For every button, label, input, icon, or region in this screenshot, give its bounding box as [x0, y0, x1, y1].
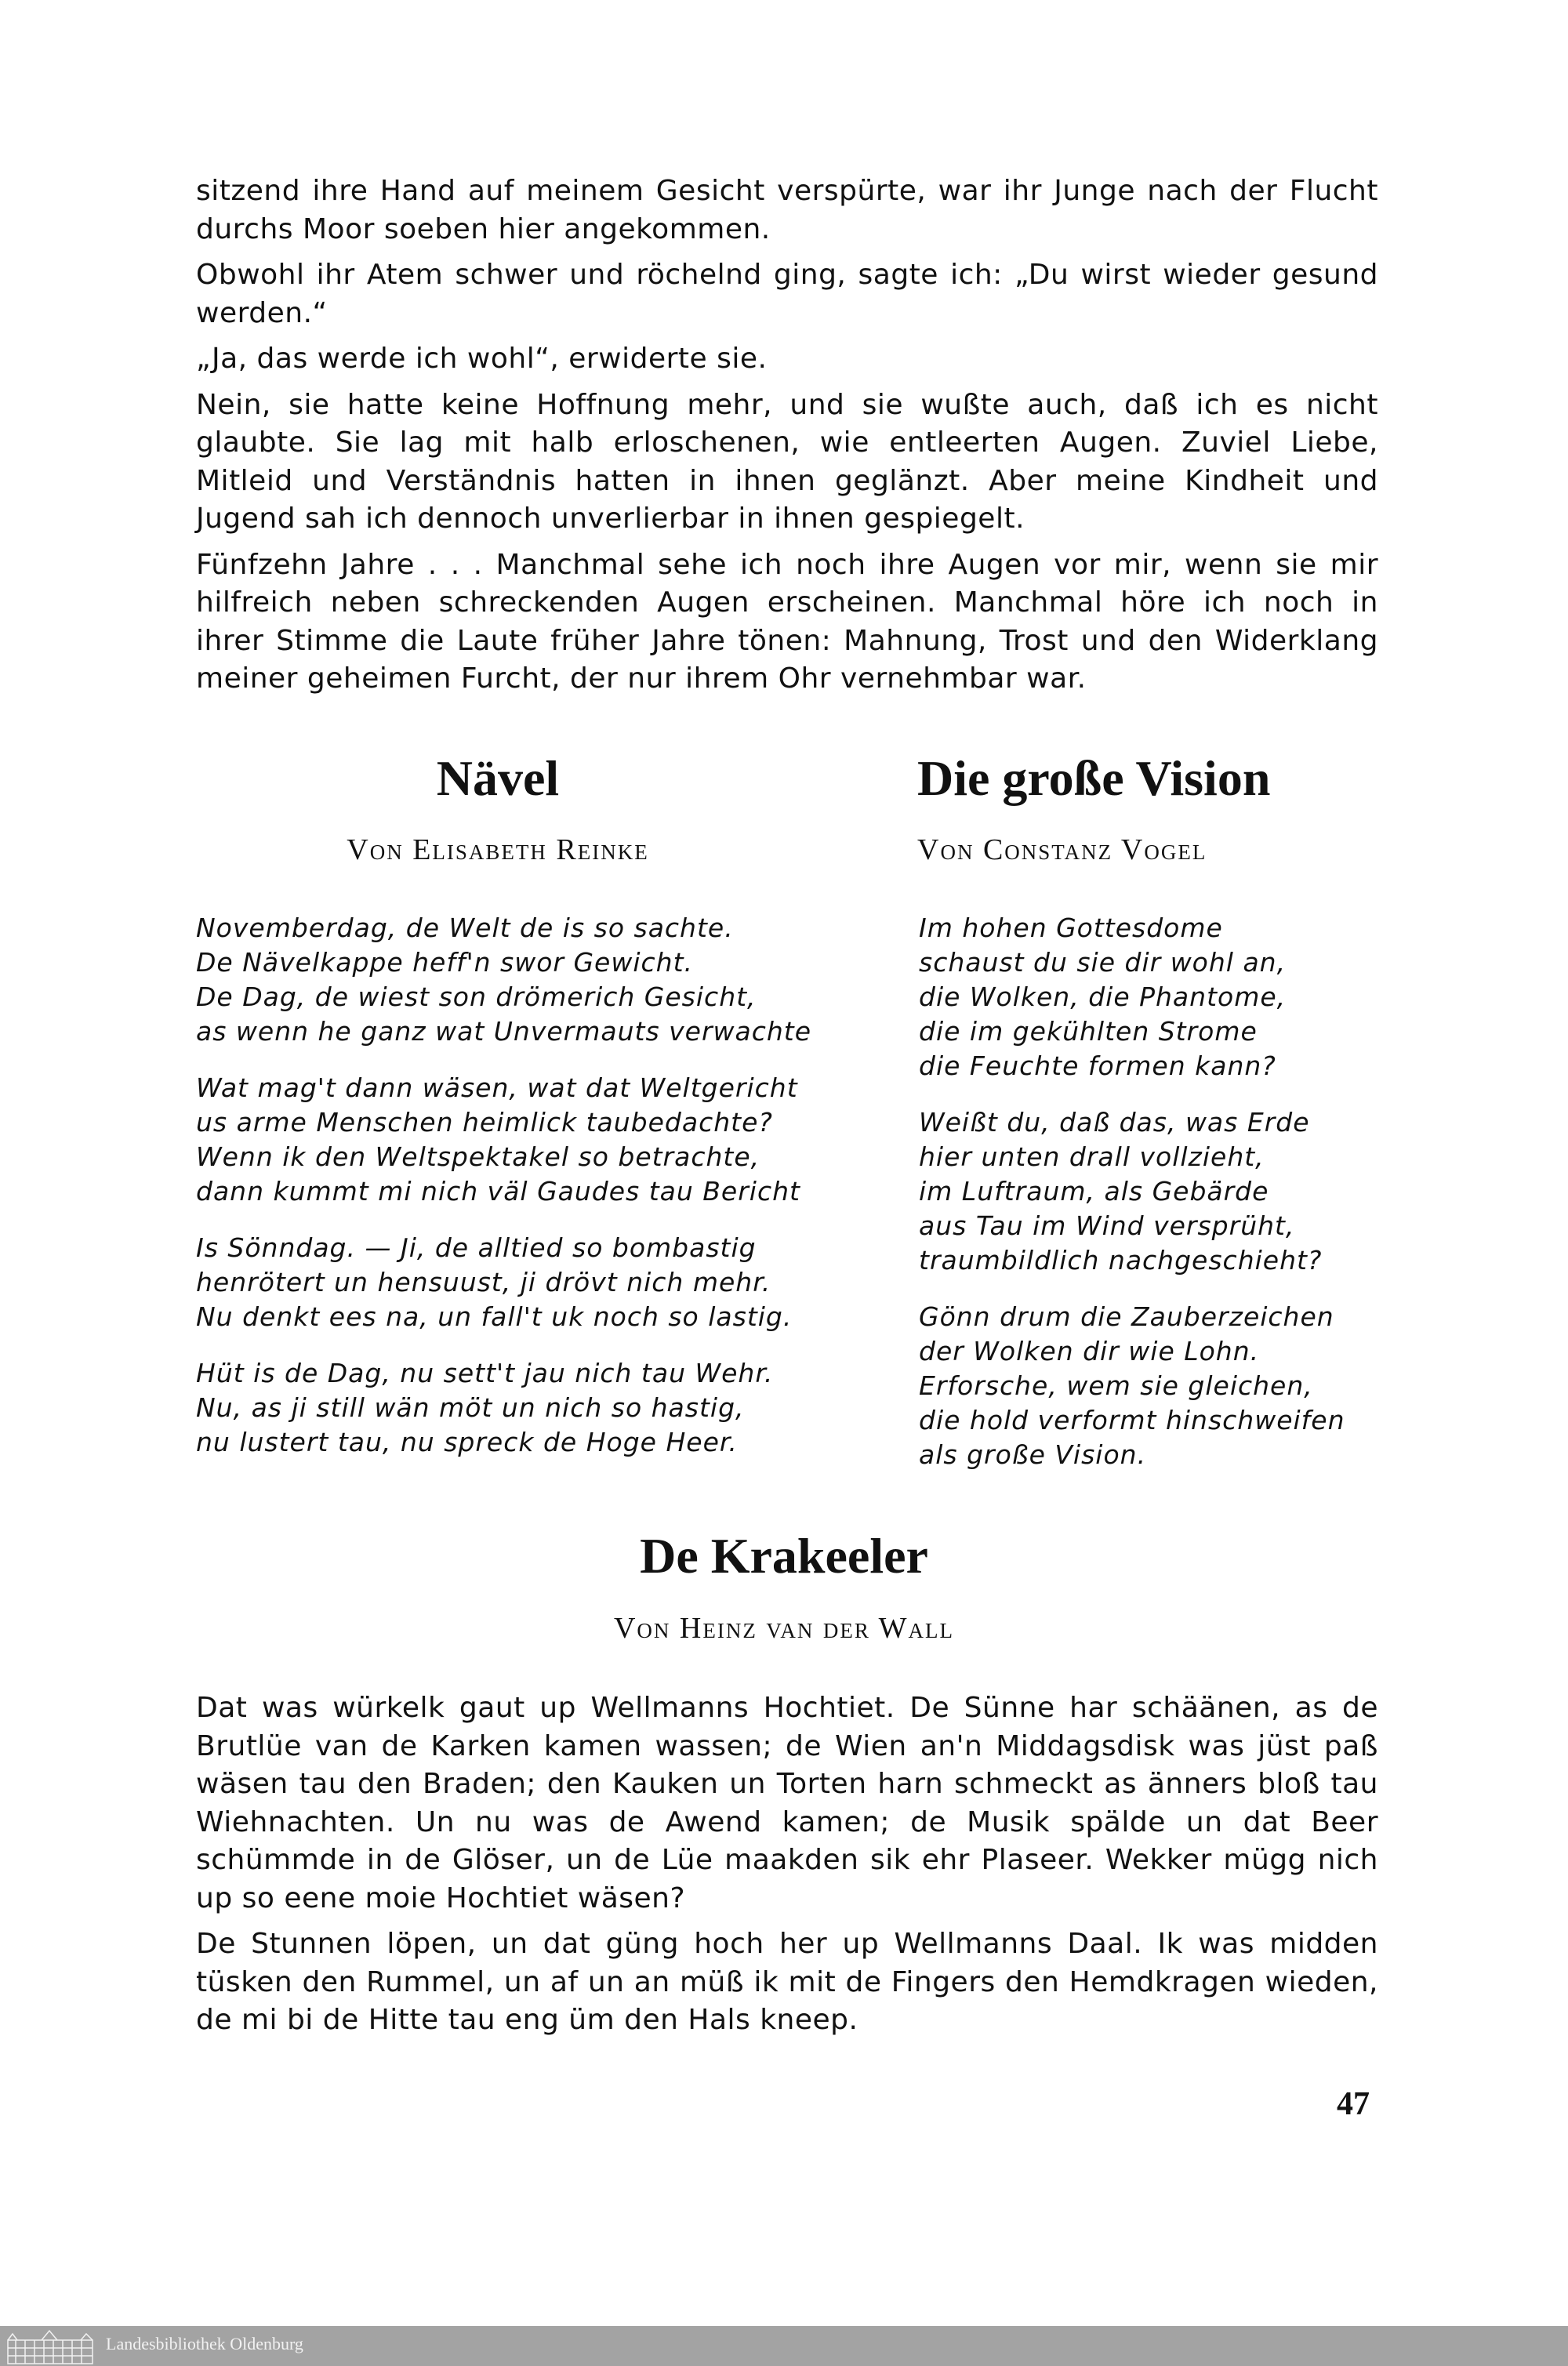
story-byline: Von Heinz van der Wall — [613, 1612, 955, 1645]
poem-line: traumbildlich nachgeschieht? — [919, 1245, 1323, 1276]
footer-bar — [0, 2326, 1568, 2366]
paragraph: De Stunnen löpen, un dat güng hoch her up Wellmanns Daal. Ik was midden tüsken den Rummel, un af un an müß ik mit de Fingers den Hemdkragen wieden, de mi bi de Hitte tau eng üm den Hals kneep. — [196, 1928, 1378, 2036]
poem-line: nu lustert tau, nu spreck de Hoge Heer. — [196, 1427, 738, 1457]
paragraph: sitzend ihre Hand auf meinem Gesicht verspürte, war ihr Junge nach der Flucht durchs Moor soeben hier angekommen. — [196, 175, 1378, 245]
poem-line: as wenn he ganz wat Unvermauts verwachte — [196, 1016, 812, 1047]
stanza — [919, 1105, 1345, 1278]
poem-line: die im gekühlten Strome — [919, 1016, 1258, 1047]
stanza — [196, 911, 811, 1049]
poem-line: Gönn drum die Zauberzeichen — [919, 1301, 1334, 1332]
library-building-logo-icon — [6, 2329, 94, 2365]
poem-line: Is Sönndag. — Ji, de alltied so bombastig — [196, 1232, 757, 1263]
intro-text — [196, 172, 1378, 706]
poem-line: aus Tau im Wind versprüht, — [919, 1210, 1295, 1241]
poem-line: Erforsche, wem sie gleichen, — [919, 1370, 1313, 1401]
stanza — [196, 1071, 811, 1209]
poem-line: die Wolken, die Phantome, — [919, 982, 1287, 1012]
poem-left-byline: Von Elisabeth Reinke — [347, 833, 649, 866]
poem-line: der Wolken dir wie Lohn. — [919, 1336, 1260, 1366]
poem-line: als große Vision. — [919, 1439, 1147, 1470]
poem-line: Novemberdag, de Welt de is so sachte. — [196, 913, 734, 943]
poem-line: us arme Menschen heimlick taubedachte? — [196, 1107, 773, 1138]
paragraph: Nein, sie hatte keine Hoffnung mehr, und sie wußte auch, daß ich es nicht glaubte. Sie lag mit halb erloschenen, wie entleerten Augen. Zuviel Liebe, Mitleid und Verständnis hatten in ihnen geglänzt. Aber meine Kindheit und Jugend sah ich dennoch unverlierbar in ihnen gespiegelt. — [196, 388, 1378, 535]
poem-left-title: Nävel — [436, 750, 560, 806]
poem-line: Wat mag't dann wäsen, wat dat Weltgericht — [196, 1072, 798, 1103]
poem-line: Im hohen Gottesdome — [919, 913, 1223, 943]
poem-line: henrötert un hensuust, ji drövt nich mehr. — [196, 1267, 771, 1297]
footer-label: Landesbibliothek Oldenburg — [106, 2334, 303, 2353]
stanza — [919, 911, 1345, 1083]
page-number: 47 — [1337, 2086, 1370, 2122]
poem-line: die Feuchte formen kann? — [919, 1051, 1276, 1081]
paragraph: Dat was würkelk gaut up Wellmanns Hochtiet. De Sünne har schäänen, as de Brutlüe van de Karken kamen wassen; de Wien an'n Middagsdisk was jüst paß wäsen tau den Braden; den Kauken un Torten harn schmeckt as änners bloß tau Wiehnachten. Un nu was de Awend kamen; de Musik spälde un dat Beer schümmde in de Glöser, un de Lüe maakden sik ehr Plaseer. Wekker mügg nich up so eene moie Hochtiet wäsen? — [196, 1692, 1378, 1914]
paragraph: „Ja, das werde ich wohl“, erwiderte sie. — [196, 343, 768, 375]
poem-line: Hüt is de Dag, nu sett't jau nich tau Wehr. — [196, 1358, 774, 1388]
poem-line: Nu, as ji still wän möt un nich so hastig, — [196, 1392, 745, 1423]
poem-line: De Dag, de wiest son drömerich Gesicht, — [196, 982, 757, 1012]
poem-line: Wenn ik den Weltspektakel so betrachte, — [196, 1141, 760, 1172]
poem-line: De Nävelkappe heff'n swor Gewicht. — [196, 947, 694, 978]
poem-line: hier unten drall vollzieht, — [919, 1141, 1265, 1172]
stanza — [196, 1231, 811, 1334]
paragraph: Obwohl ihr Atem schwer und röchelnd ging, sagte ich: „Du wirst wieder gesund werden.“ — [196, 259, 1378, 329]
story-text — [196, 1689, 1378, 2048]
stanza — [919, 1300, 1345, 1472]
stanza — [196, 1356, 811, 1460]
poem-line: die hold verformt hinschweifen — [919, 1405, 1345, 1435]
story-title: De Krakeeler — [640, 1528, 928, 1584]
poem-line: dann kummt mi nich väl Gaudes tau Bericht — [196, 1176, 800, 1207]
paragraph: Fünfzehn Jahre . . . Manchmal sehe ich noch ihre Augen vor mir, wenn sie mir hilfreich neben schreckenden Augen erscheinen. Manchmal höre ich noch in ihrer Stimme die Laute früher Jahre tönen: Mahnung, Trost und den Widerklang meiner geheimen Furcht, der nur ihrem Ohr vernehmbar war. — [196, 548, 1378, 695]
poem-right — [919, 911, 1345, 1494]
poem-line: schaust du sie dir wohl an, — [919, 947, 1287, 978]
poem-left — [196, 911, 811, 1482]
poem-line: Nu denkt ees na, un fall't uk noch so lastig. — [196, 1301, 793, 1332]
poem-right-byline: Von Constanz Vogel — [917, 833, 1207, 866]
poem-line: Weißt du, daß das, was Erde — [919, 1107, 1310, 1138]
poem-right-title: Die große Vision — [917, 750, 1271, 806]
poem-line: im Luftraum, als Gebärde — [919, 1176, 1269, 1207]
